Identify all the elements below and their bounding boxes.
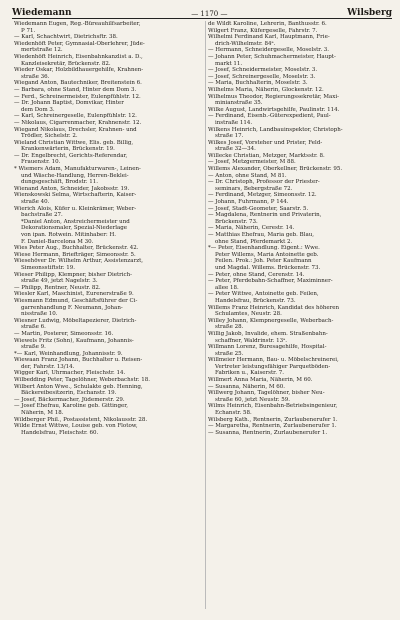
entry-line: — Karl, Schreinergeselle, Eulenpfühlstr. 12.	[14, 113, 137, 120]
entry-line: garrenhandlung F. Neumann, Johan-	[21, 304, 123, 311]
entry-line: der, Fahrstr. 13/14.	[21, 363, 75, 370]
entry-line: Frauenstr. 10.	[21, 159, 61, 166]
entry-line: straße 25.	[215, 350, 244, 357]
entry-line: Willmert Anna Maria, Näherin, M 60.	[208, 377, 313, 384]
entry-line: Wiewels Fritz (Sohn), Kaufmann, Johannis-	[14, 337, 134, 344]
running-header	[12, 4, 392, 19]
entry-line: schaffner, Waldrinstr. 13ᵃ.	[215, 337, 288, 344]
entry-line: — Philipp, Rentner, Neustr. 82.	[14, 284, 101, 291]
entry-line: Wiesner Ludwig, Möbeltapezierer, Dietrich-	[14, 317, 137, 324]
entry-line: — Josef Ehefrau, Karoline geb. Gittinger,	[14, 403, 129, 410]
entry-line: — Ferdinand, Eisenb.-Güterexpedient, Paul-	[208, 113, 331, 120]
entry-line: — Barbara, ohne Stand, Hinter dem Dom 3.	[14, 86, 137, 93]
entry-line: Peter Willems, Maria Antoinette geb.	[215, 251, 319, 258]
entry-line: * Wiemers Adam, Manufakturwaren-, Leinen-	[14, 166, 141, 173]
entry-line: straße 49, jetzt Nagelstr. 3.	[21, 278, 98, 285]
entry-line: drich-Wilhelmstr. 84ᵃ.	[215, 40, 276, 47]
entry-line: Wiesmann Edmund, Geschäftsführer der Ci-	[14, 297, 138, 304]
entry-line: Wildberger Phil., Postassistent, Nikolausstr. 28.	[14, 416, 148, 423]
entry-line: Wilbedding Peter, Tagelöhner, Weberbachstr. 18.	[14, 377, 150, 384]
entry-line: Wiedenhöft Peter, Gymnasial-Oberlehrer, Jüde-	[14, 40, 145, 47]
entry-line: Willmeier Hermann, Bau- u. Möbelschreinerei,	[208, 357, 339, 364]
entry-line: Krankenwärterin, Brückenstr. 19.	[21, 146, 115, 153]
entry-line: Bäckereibesitzerin, Eschanstr. 19.	[21, 390, 117, 397]
header-left-word: Wiedemann	[12, 8, 72, 18]
entry-line: Wiedemann Eugen, Reg.-Büreauhilfsarbeiter,	[14, 21, 141, 27]
entry-line: — Josef, Stadt-Geometer, Saarstr. 5.	[208, 205, 309, 212]
entry-line: straße 6.	[21, 324, 46, 331]
entry-line: Wilms Heinrich, Eisenbahn-Betriebsingenieur,	[208, 403, 338, 410]
entry-line: Willmann Lorenz, Buresagehilfe, Hospital-	[208, 344, 327, 351]
entry-line: Feilen. Prok.: Joh. Peter Kaufmann	[215, 258, 312, 265]
entry-line: Wienand Anton, Schneider, Jakobsstr. 19.	[14, 185, 130, 192]
entry-line: Willey Johann, Klempnergeselle, Weberbach-	[208, 317, 334, 324]
entry-line: von ipan. Rotwein. Mitinhaber: H.	[21, 232, 117, 238]
entry-line: — Magdalena, Rentnerin und Privaterin,	[208, 212, 322, 219]
entry-line: Wilhelms Maria, Näherin, Glockenstr. 12.	[208, 86, 324, 93]
entry-line: und Wäsche-Handlung, Herren-Beklei-	[21, 172, 129, 179]
page-number: — 1170 —	[191, 10, 228, 18]
entry-line: F. Daniel-Barcelona M 30.	[21, 238, 94, 245]
entry-line: Wilde Ernst Wittwe, Louise geb. von Flotow,	[14, 423, 138, 430]
entry-line: Wilbert Anton Wwe., Schulakte geb. Henning,	[14, 383, 143, 390]
entry-line: Trödler, Sichelstr. 2.	[21, 133, 78, 140]
entry-line: Wilke August, Landwirtsgehilfe, Paulinstr. 114.	[208, 106, 340, 113]
entry-line: — Dr. Engelbrecht, Gerichts-Referendar,	[14, 152, 128, 159]
entry-line: de Wildt Karoline, Lehrerin, Banthusstr. 6.	[208, 21, 327, 27]
entry-line: — Martin, Posterer, Simeonsstr. 16.	[14, 330, 114, 337]
entry-line: — Dr. Christoph, Professor der Priester-	[208, 179, 320, 186]
entry-line: seminars, Bebergstraße 72.	[215, 185, 293, 192]
entry-line: straße 60, jetzt Neustr. 59.	[215, 396, 291, 403]
entry-line: Dekorationsmaler, Spezial-Niederlage	[21, 225, 128, 232]
entry-line: Wierich Alois, Küfer u. Kleinkrämer, Weber-	[14, 205, 137, 212]
entry-line: Fabriken u., Kaiserstr. 7.	[215, 370, 284, 377]
entry-line: — Peter, Pferdebahn-Schaffner, Maximinner-	[208, 278, 333, 285]
entry-line: — Ferdinand, Metzger, Simeonsstr. 12.	[208, 192, 317, 199]
entry-line: — Susanna, Rentnerin, Zurlaubenerufer 1.	[208, 429, 328, 436]
entry-line: Wieser Philipp, Klempner, bisher Dietrich-	[14, 271, 133, 278]
entry-line: Willig Jakob, Invalide, ehem. Straßenbahn-	[208, 330, 328, 337]
entry-line: Vertreter leistungsfähiger Parquetböden-	[215, 363, 331, 370]
entry-line: Simeonsstiftstr. 19.	[21, 264, 76, 271]
entry-line: nisstraße 10.	[21, 311, 58, 318]
entry-line: *— Karl, Weinhandlung, Johannisstr. 9.	[14, 350, 123, 357]
entry-line: — Johann, Fuhrmann, P 144.	[208, 199, 289, 206]
entry-line: Näherin, M 18.	[21, 410, 64, 417]
entry-line: bachstraße 27.	[21, 212, 63, 219]
entry-line: dungsgeschäft, Brodstr. 11.	[21, 179, 98, 186]
right-column	[208, 21, 396, 436]
entry-line: Wiewaan Franz Johann, Buchhalter u. Reisen-	[14, 357, 143, 364]
entry-line: Wieder Oskar, Holzbildhauergehilfe, Krahnen-	[14, 67, 144, 74]
entry-line: Wigger Karl, Uhrmacher, Fleischstr. 14.	[14, 370, 126, 377]
entry-line: — Josef, Metzgermeister, M 88.	[208, 159, 296, 166]
entry-line: Wilsberg Kath., Rentnerin, Zurlaubenerufer 1.	[208, 416, 338, 423]
entry-line: — Margaretha, Rentnerin, Zurlaubenerufer 1.	[208, 423, 337, 430]
entry-line: Wilkens Heinrich, Landbauinspektor, Christoph-	[208, 126, 343, 133]
entry-line: Schulamtes, Neustr. 28.	[215, 311, 282, 318]
entry-line: Wiegand Anton, Bautechniker, Breitenstein 6.	[14, 80, 142, 87]
entry-line: Brückenstr. 73.	[215, 218, 258, 225]
entry-line: Wiese Hermann, Briefträger, Simeonsstr. 5.	[14, 251, 136, 258]
entry-line: straße 32—34.	[215, 146, 256, 153]
entry-line: Willems Franz Heinrich, Kandidat des höheren	[208, 304, 340, 311]
entry-line: und Magdal. Willems. Brückenstr. 73.	[215, 264, 321, 271]
entry-line: Wilkes Josef, Vorsteher und Prister, Feld-	[208, 139, 323, 146]
entry-line: Kanzleisekretär, Brückenstr. 82.	[21, 60, 111, 67]
entry-line: mertstraße 12.	[21, 47, 63, 54]
entry-line: Wiegand Nikolaus, Drechsler, Krahnen- und	[14, 126, 137, 133]
entry-line: — Nikolaus, Cigarrenmacher, Krahnenstr. 12.	[14, 119, 142, 126]
entry-line: Wiesehöver Dr. Wilhelm Arthur, Assistenzarzt,	[14, 258, 144, 265]
entry-line: — Dr. Johann Baptist, Domvikar, Hinter	[14, 100, 124, 107]
entry-line: instraße 114.	[215, 119, 253, 126]
entry-line: Wiedenhöft Heinrich, Eisenbahnkanzlist a. D.,	[14, 53, 143, 60]
entry-line: — Anton, ohne Stand, M 81.	[208, 172, 287, 179]
entry-line: allee 18.	[215, 284, 239, 291]
entry-line: P 71.	[21, 27, 36, 34]
entry-line: Wiesler Karl, Maschinist, Eurenerstraße 9.	[14, 291, 134, 298]
entry-line: Handelsfrau, Brückenstr. 73.	[215, 297, 296, 304]
entry-line: straße 28.	[215, 324, 244, 331]
entry-line: minianstraße 35.	[215, 100, 263, 107]
entry-line: — Matthias Ehefrau, Maria geb. Blau,	[208, 232, 315, 238]
entry-line: markt 11.	[215, 60, 243, 67]
entry-line: Wienskowski Selma, Wirtschafterin, Kaiser-	[14, 192, 137, 199]
header-right-word: Wilsberg	[347, 8, 392, 18]
entry-line: — Susanna, Näherin, M 60.	[208, 383, 285, 390]
entry-line: — Ferd., Schreinermeister, Eulenpfühlstr. 12.	[14, 93, 141, 100]
entry-line: Willwerg Johann, Tagelöhner, bisher Neu-	[208, 390, 325, 397]
entry-line: Willecke Christian, Metzger, Marktsstr. 8.	[208, 152, 325, 159]
entry-line: — Karl, Schachtwirt, Dietrichsftr. 38.	[14, 34, 118, 41]
entry-line: — Hermann, Schneidergeselle, Moselstr. 3.	[208, 47, 330, 54]
entry-line: straße 36.	[21, 73, 50, 80]
column-divider	[205, 21, 206, 609]
entry-line: Wieland Christian Wittwe, Elis. geb. Billig,	[14, 139, 134, 146]
entry-line: Wilhelmi Ferdinand Karl, Hauptmann, Frie-	[208, 34, 330, 41]
entry-line: — Maria, Näherin, Cerestr. 14.	[208, 225, 295, 232]
entry-line: straße 40.	[21, 199, 50, 206]
entry-line: — Josef, Schneidermeister, Moselstr. 3.	[208, 67, 318, 74]
entry-line: dem Dom 3.	[21, 106, 55, 113]
entry-line: — Peter, ohne Stand, Cerenstr. 14.	[208, 271, 305, 278]
entry-line: straße 17.	[215, 133, 244, 140]
entry-line: Wies Peter Aug., Buchhalter, Brückenstr. 42.	[14, 245, 139, 252]
entry-line: — Johann Peter, Schuhmachermeister, Haupt-	[208, 53, 336, 60]
entry-line: — Peter Wittwe, Antoinette geb. Feilen,	[208, 291, 319, 298]
entry-line: Wilgert Franz, Küfergeselle, Fahrstr. 7.	[208, 27, 318, 34]
left-column	[14, 21, 202, 436]
entry-line: — Maria, Buchhalterin, Moselstr. 3.	[208, 80, 308, 87]
entry-line: *Daniel Anton, Anstreichermeister und	[21, 218, 130, 225]
entry-line: ohne Stand, Pferdemarkt 2.	[215, 238, 293, 245]
entry-line: — Josef, Schreinergeselle, Moselstr. 3.	[208, 73, 316, 80]
entry-line: Handelsfrau, Fleischstr. 60.	[21, 429, 99, 436]
entry-line: Echanstr. 58.	[215, 410, 252, 417]
entry-line: *— Peter, Eisenhandlung. Eigent.: Wwe.	[208, 245, 320, 252]
entry-line: Willems Alexander, Oberkellner, Brückenstr. 95.	[208, 166, 343, 173]
entry-line: — Josef, Bäckermacher, Jüdemerstr. 29.	[14, 396, 125, 403]
entry-line: Wilhelmus Theodor, Regierungssekretär, Maxi-	[208, 93, 340, 100]
entry-line: straße 9.	[21, 344, 46, 351]
